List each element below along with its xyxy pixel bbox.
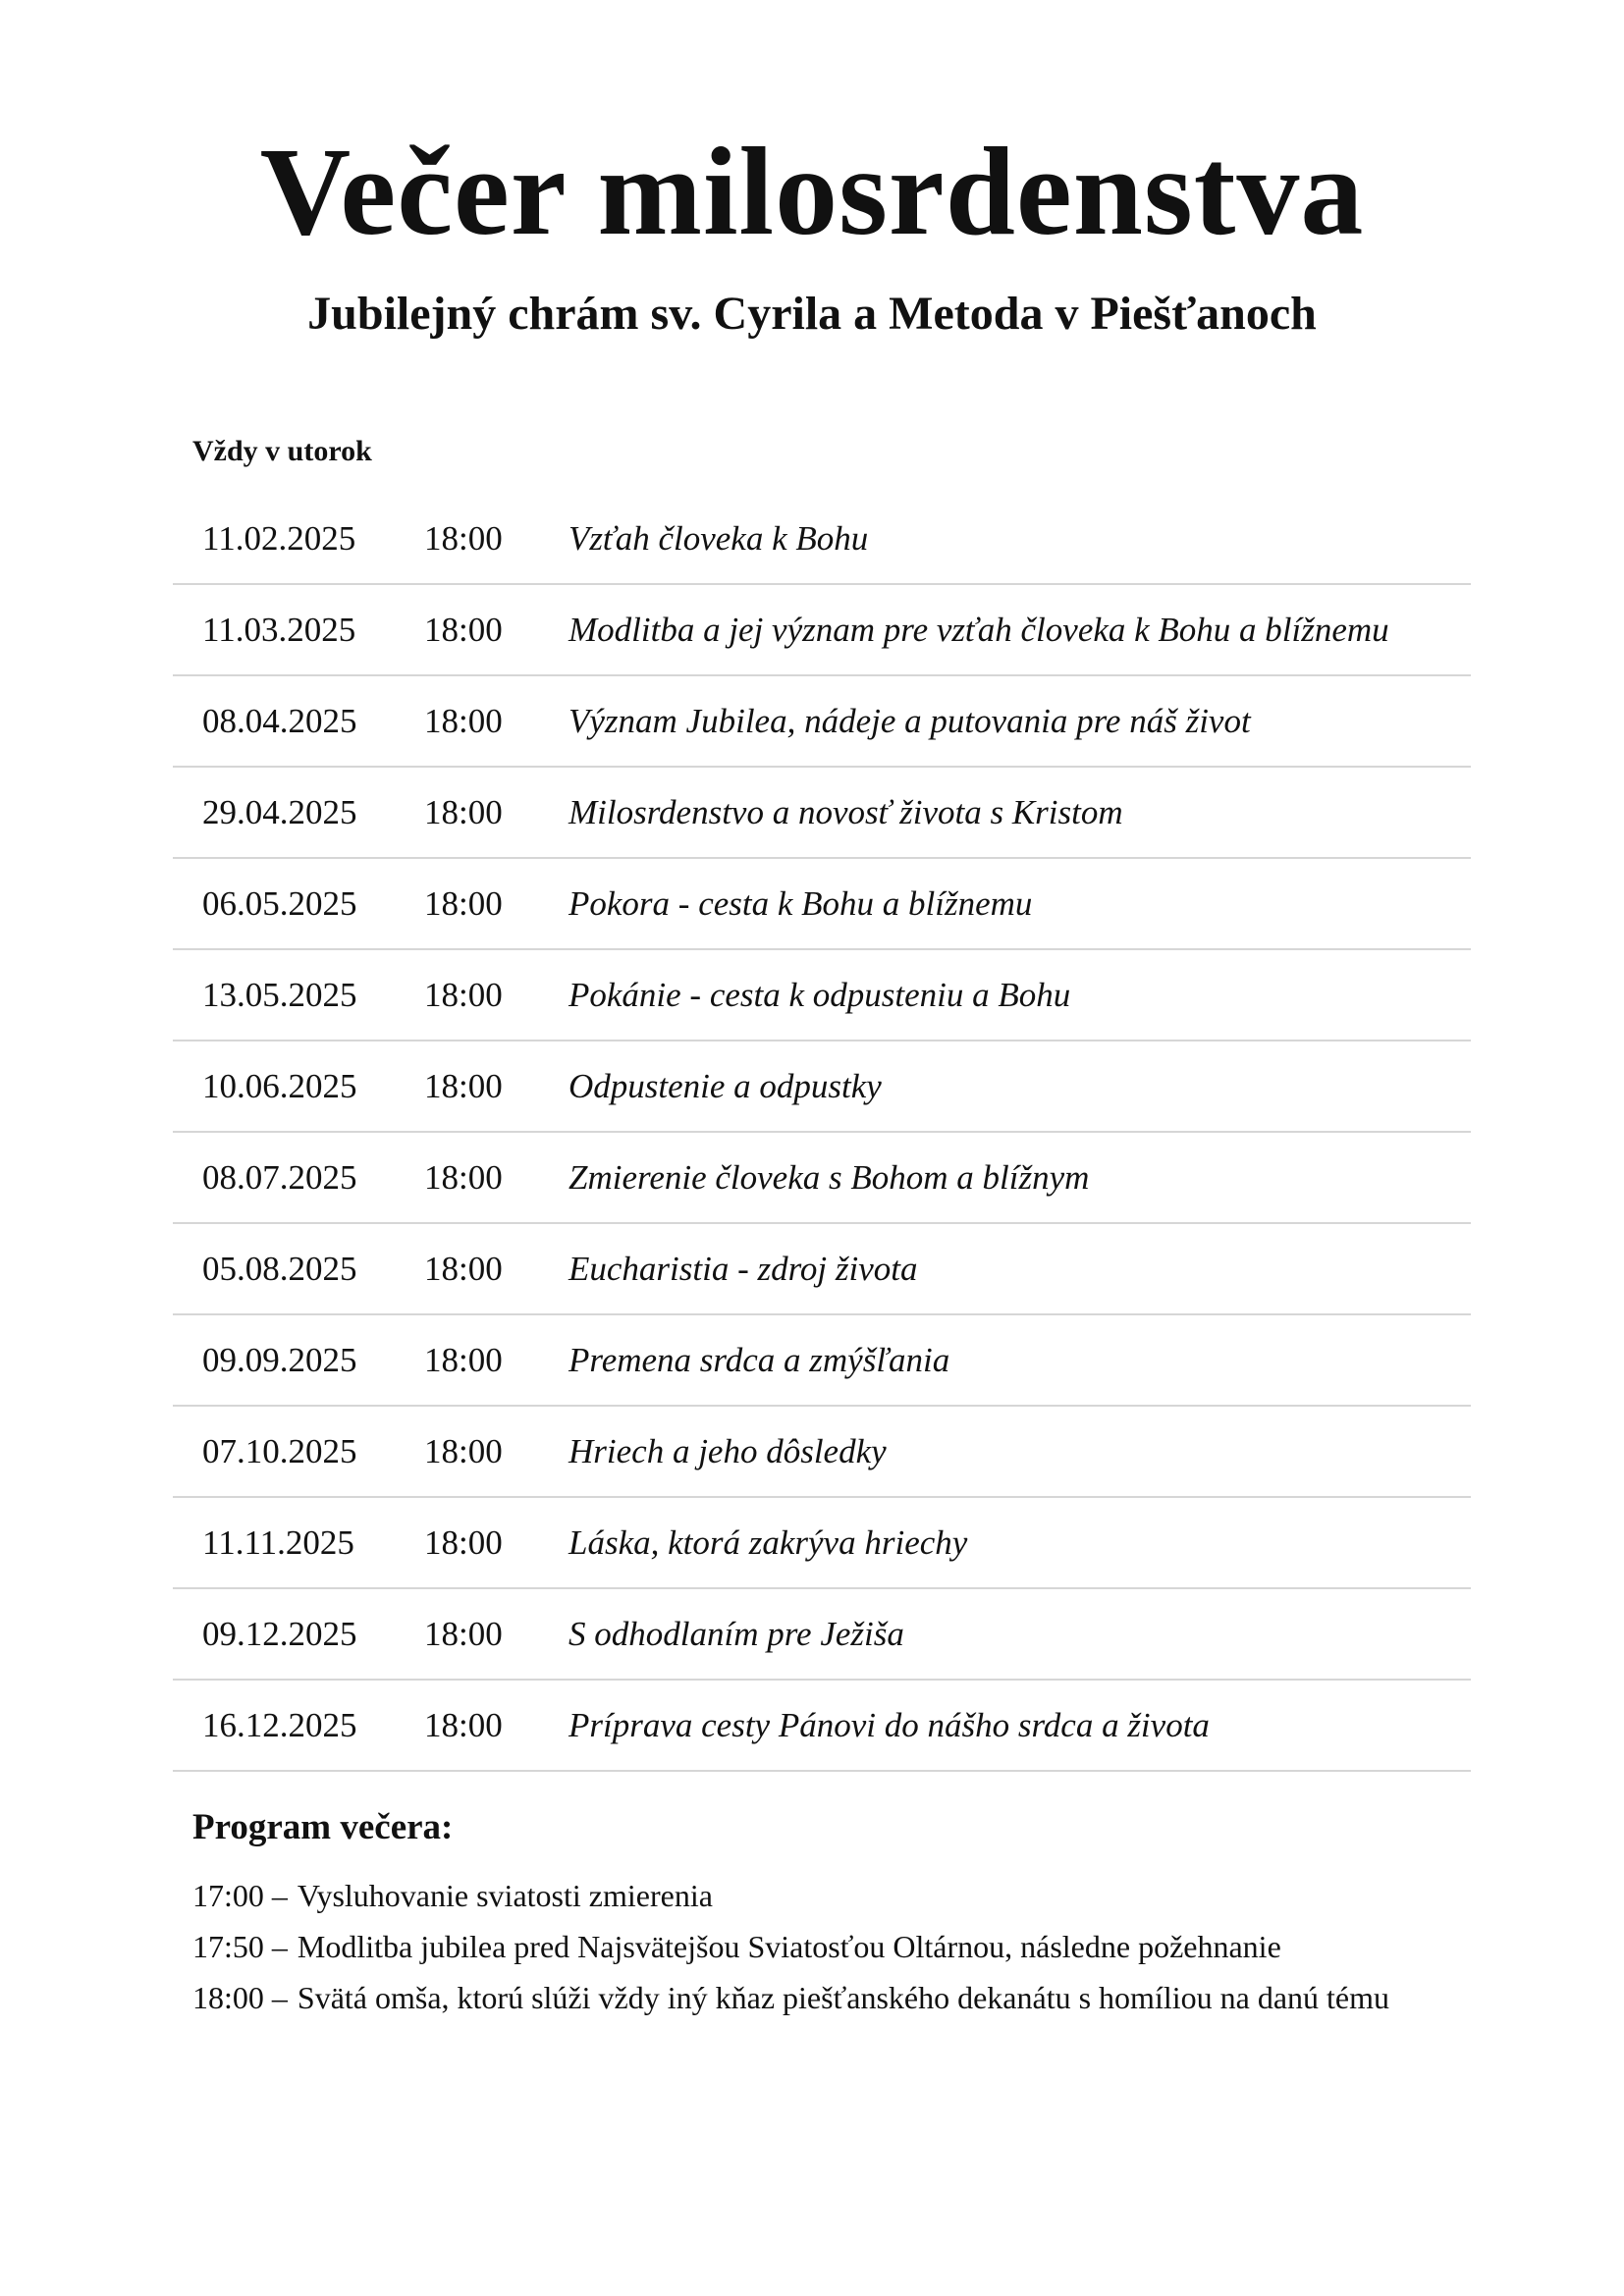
program-heading: Program večera: <box>192 1807 454 1847</box>
schedule-date: 11.02.2025 <box>202 519 356 558</box>
schedule-row <box>173 1407 1471 1498</box>
schedule-row <box>173 676 1471 768</box>
schedule-date: 09.09.2025 <box>202 1341 357 1379</box>
schedule-topic: Pokánie - cesta k odpusteniu a Bohu <box>568 976 1071 1014</box>
schedule-time: 18:00 <box>424 1432 503 1470</box>
schedule-row <box>173 859 1471 950</box>
schedule-row <box>173 1498 1471 1589</box>
program-list <box>192 1875 1449 2028</box>
program-text: Svätá omša, ktorú slúži vždy iný kňaz piešťanského dekanátu s homíliou na danú tému <box>297 1980 1389 2015</box>
schedule-time: 18:00 <box>424 1067 503 1105</box>
program-item <box>192 1977 1449 2018</box>
schedule-time: 18:00 <box>424 1341 503 1379</box>
schedule-date: 29.04.2025 <box>202 793 357 831</box>
schedule-topic: Modlitba a jej význam pre vzťah človeka k Bohu a blížnemu <box>568 611 1389 649</box>
schedule-date: 11.03.2025 <box>202 611 356 649</box>
schedule-time: 18:00 <box>424 1523 503 1562</box>
schedule-date: 13.05.2025 <box>202 976 357 1014</box>
schedule-time: 18:00 <box>424 1706 503 1744</box>
schedule-topic: Príprava cesty Pánovi do nášho srdca a života <box>568 1706 1210 1744</box>
program-text: Vysluhovanie sviatosti zmierenia <box>297 1878 713 1913</box>
schedule-date: 16.12.2025 <box>202 1706 357 1744</box>
schedule-date: 10.06.2025 <box>202 1067 357 1105</box>
schedule-date: 09.12.2025 <box>202 1615 357 1653</box>
schedule-date: 08.07.2025 <box>202 1158 357 1197</box>
schedule-time: 18:00 <box>424 519 503 558</box>
schedule-row <box>173 1315 1471 1407</box>
schedule-topic: Premena srdca a zmýšľania <box>568 1341 950 1379</box>
schedule-row <box>173 1133 1471 1224</box>
program-item <box>192 1926 1449 1967</box>
schedule-topic: Hriech a jeho dôsledky <box>568 1432 887 1470</box>
program-dash: – <box>271 1980 288 2015</box>
program-item <box>192 1875 1449 1916</box>
schedule-topic: Význam Jubilea, nádeje a putovania pre náš život <box>568 702 1251 740</box>
schedule-table <box>173 494 1471 1772</box>
schedule-row <box>173 768 1471 859</box>
program-time: 17:50 <box>192 1929 264 1964</box>
program-dash: – <box>271 1878 288 1913</box>
schedule-row <box>173 1589 1471 1681</box>
schedule-date: 08.04.2025 <box>202 702 357 740</box>
schedule-topic: Eucharistia - zdroj života <box>568 1250 918 1288</box>
program-text: Modlitba jubilea pred Najsvätejšou Sviatosťou Oltárnou, následne požehnanie <box>297 1929 1281 1964</box>
schedule-time: 18:00 <box>424 1250 503 1288</box>
schedule-topic: Odpustenie a odpustky <box>568 1067 882 1105</box>
schedule-topic: Vzťah človeka k Bohu <box>568 519 869 558</box>
schedule-date: 11.11.2025 <box>202 1523 354 1562</box>
schedule-time: 18:00 <box>424 1615 503 1653</box>
schedule-row <box>173 494 1471 585</box>
schedule-label: Vždy v utorok <box>192 435 372 467</box>
schedule-row <box>173 1681 1471 1772</box>
schedule-row <box>173 1041 1471 1133</box>
schedule-topic: Láska, ktorá zakrýva hriechy <box>568 1523 968 1562</box>
page-subtitle: Jubilejný chrám sv. Cyrila a Metoda v Piešťanoch <box>307 288 1317 340</box>
schedule-topic: S odhodlaním pre Ježiša <box>568 1615 904 1653</box>
schedule-topic: Zmierenie človeka s Bohom a blížnym <box>568 1158 1090 1197</box>
program-dash: – <box>271 1929 288 1964</box>
schedule-time: 18:00 <box>424 793 503 831</box>
schedule-topic: Milosrdenstvo a novosť života s Kristom <box>568 793 1123 831</box>
schedule-time: 18:00 <box>424 702 503 740</box>
schedule-time: 18:00 <box>424 976 503 1014</box>
schedule-date: 05.08.2025 <box>202 1250 357 1288</box>
program-time: 17:00 <box>192 1878 264 1913</box>
schedule-row <box>173 950 1471 1041</box>
schedule-time: 18:00 <box>424 884 503 923</box>
schedule-time: 18:00 <box>424 1158 503 1197</box>
page-title: Večer milosrdenstva <box>259 122 1365 261</box>
schedule-date: 06.05.2025 <box>202 884 357 923</box>
schedule-row <box>173 585 1471 676</box>
schedule-date: 07.10.2025 <box>202 1432 357 1470</box>
schedule-topic: Pokora - cesta k Bohu a blížnemu <box>568 884 1033 923</box>
schedule-row <box>173 1224 1471 1315</box>
program-time: 18:00 <box>192 1980 264 2015</box>
schedule-time: 18:00 <box>424 611 503 649</box>
